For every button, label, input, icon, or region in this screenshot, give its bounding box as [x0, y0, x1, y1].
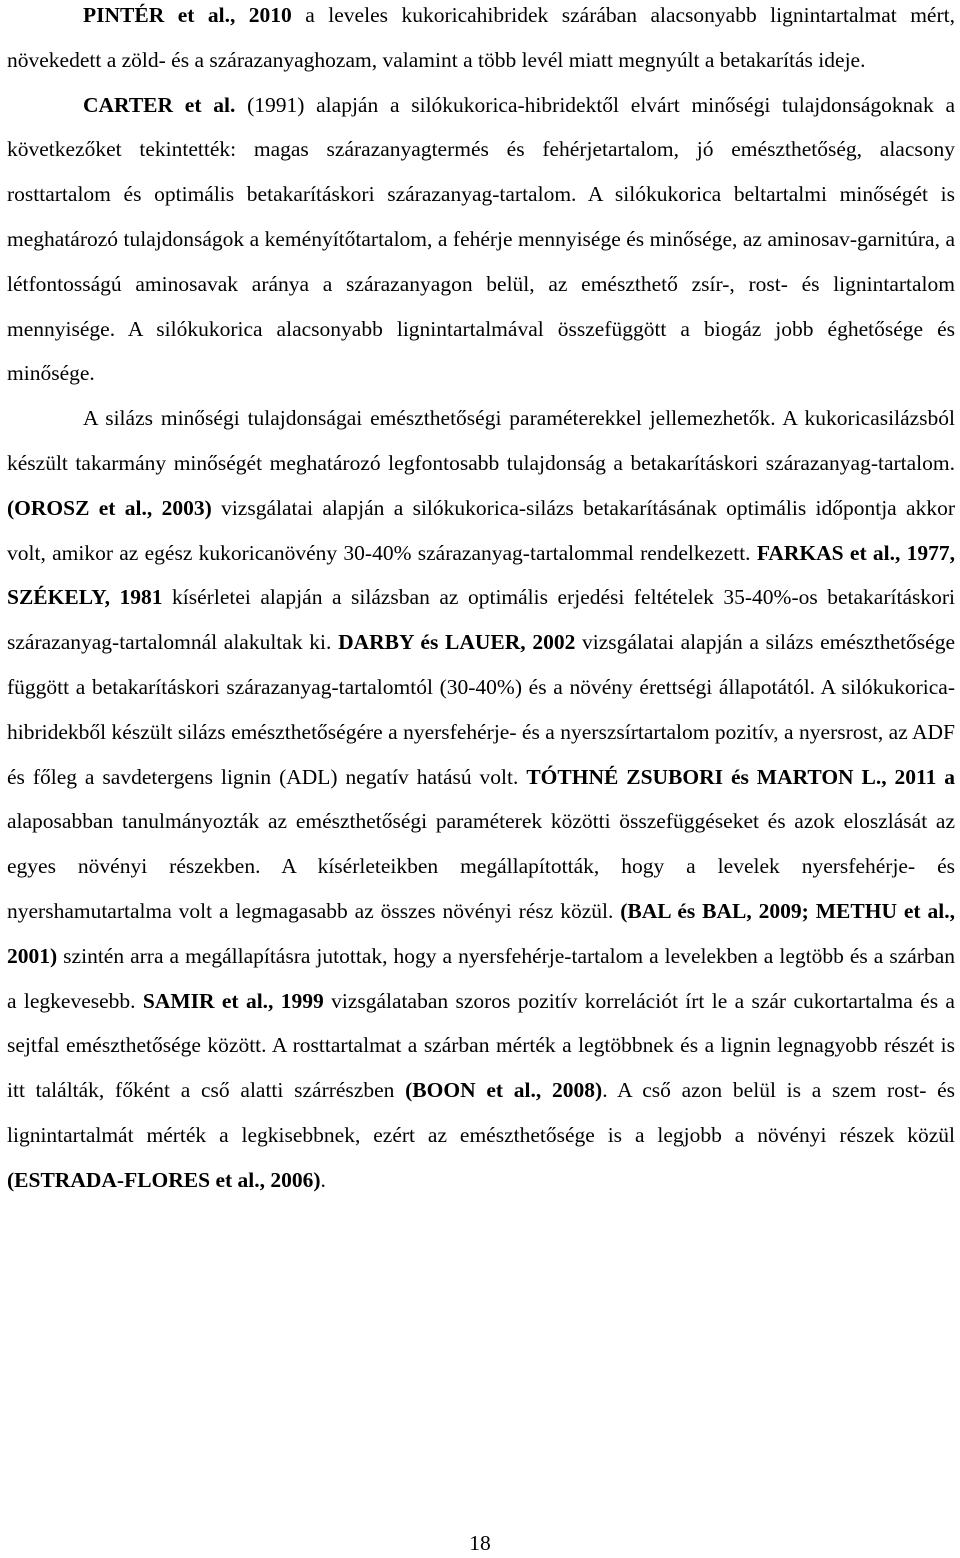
- paragraph-text: vizsgálataban szoros pozitív korrelációt írt le a szár cukortartalma és a sejtfal emészthetősége között. A rosttartalmat a szárban mérték a legtöbbnek és a lignin legnagyobb részét is itt találták, főként a cső alatti szárrészben: [7, 988, 955, 1103]
- citation-estrada-flores: (ESTRADA-FLORES et al., 2006): [7, 1167, 321, 1192]
- citation-samir: SAMIR et al., 1999: [142, 988, 324, 1013]
- citation-carter: CARTER et al.: [83, 92, 236, 117]
- citation-bal-methu: (BAL és BAL, 2009; METHU et al., 2001): [7, 898, 955, 968]
- paragraph-text: szintén arra a megállapításra jutottak, hogy a nyersfehérje-tartalom a levelekben a legtöbb és a szárban a legkevesebb.: [7, 943, 955, 1013]
- citation-darby-lauer: DARBY és LAUER, 2002: [338, 630, 576, 655]
- paragraph-text: vizsgálatai alapján a silázs emészthetősége függött a betakarításkori szárazanyag-tartalomtól (30-40%) és a növény érettségi állapotától. A silókukorica-hibridekből készült silázs emészthetőségére a nyersfehérje- és a nyerszsírtartalom pozitív, a nyersrost, az ADF és főleg a savdetergens lignin (ADL) negatív hatású volt.: [7, 630, 955, 789]
- citation-boon: (BOON et al., 2008): [405, 1078, 603, 1103]
- citation-orosz: (OROSZ et al., 2003): [7, 495, 212, 520]
- citation-tothne-marton: TÓTHNÉ ZSUBORI és MARTON L., 2011 a: [526, 764, 955, 789]
- paragraph-text: (1991) alapján a silókukorica-hibridektől elvárt minőségi tulajdonságoknak a következőket tekintették: magas szárazanyagtermés és fehérjetartalom, jó emészthetőség, alacsony rosttartalom és optimális betakarításkori szárazanyag-tartalom. A silókukorica beltartalmi minőségét is meghatározó tulajdonságok a keményítőtartalom, a fehérje mennyisége és minősége, az aminosav-garnitúra, a létfontosságú aminosavak aránya a szárazanyagon belül, az emészthető zsír-, rost- és lignintartalom mennyisége. A silókukorica alacsonyabb lignintartalmával összefüggött a biogáz jobb éghetősége és minősége.: [7, 92, 955, 386]
- paragraph-text: A silázs minőségi tulajdonságai emészthetőségi paraméterekkel jellemezhetők. A kukoricasilázsból készült takarmány minőségét meghatározó legfontosabb tulajdonság a betakarításkori szárazanyag-tartalom.: [7, 406, 955, 475]
- paragraph-text: a leveles kukoricahibridek szárában alacsonyabb lignintartalmat mért, növekedett a zöld- és a szárazanyaghozam, valamint a több levél miatt megnyúlt a betakarítás ideje.: [7, 3, 955, 72]
- citation-farkas-szekely: FARKAS et al., 1977, SZÉKELY, 1981: [7, 540, 955, 610]
- paragraph-text: .: [320, 1167, 326, 1192]
- paragraph-carter: [7, 83, 955, 397]
- paragraph-pinter: [7, 0, 955, 83]
- paragraph-silazs: [7, 396, 955, 1202]
- citation-pinter-year: , 2010: [229, 3, 292, 27]
- paragraph-text: kísérletei alapján a silázsban az optimális erjedési feltételek 35-40%-os betakarításkori szárazanyag-tartalomnál alakultak ki.: [7, 585, 956, 655]
- page-number: 18: [469, 1531, 491, 1555]
- paragraph-text: . A cső azon belül is a szem rost- és lignintartalmát mérték a legkisebbnek, ezért az emészthetősége is a legjobb a növényi részek közül: [7, 1078, 955, 1147]
- citation-pinter: PINTÉR et al.: [83, 3, 230, 27]
- document-page: [7, 0, 955, 1203]
- paragraph-text: vizsgálatai alapján a silókukorica-silázs betakarításának optimális időpontja akkor volt, amikor az egész kukoricanövény 30-40% szárazanyag-tartalommal rendelkezett.: [7, 495, 955, 565]
- paragraph-text: alaposabban tanulmányozták az emészthetőségi paraméterek közötti összefüggéseket és azok eloszlását az egyes növényi részekben. A kísérleteikben megállapították, hogy a levelek nyersfehérje- és nyershamutartalma volt a legmagasabb az összes növényi rész közül.: [7, 809, 955, 923]
